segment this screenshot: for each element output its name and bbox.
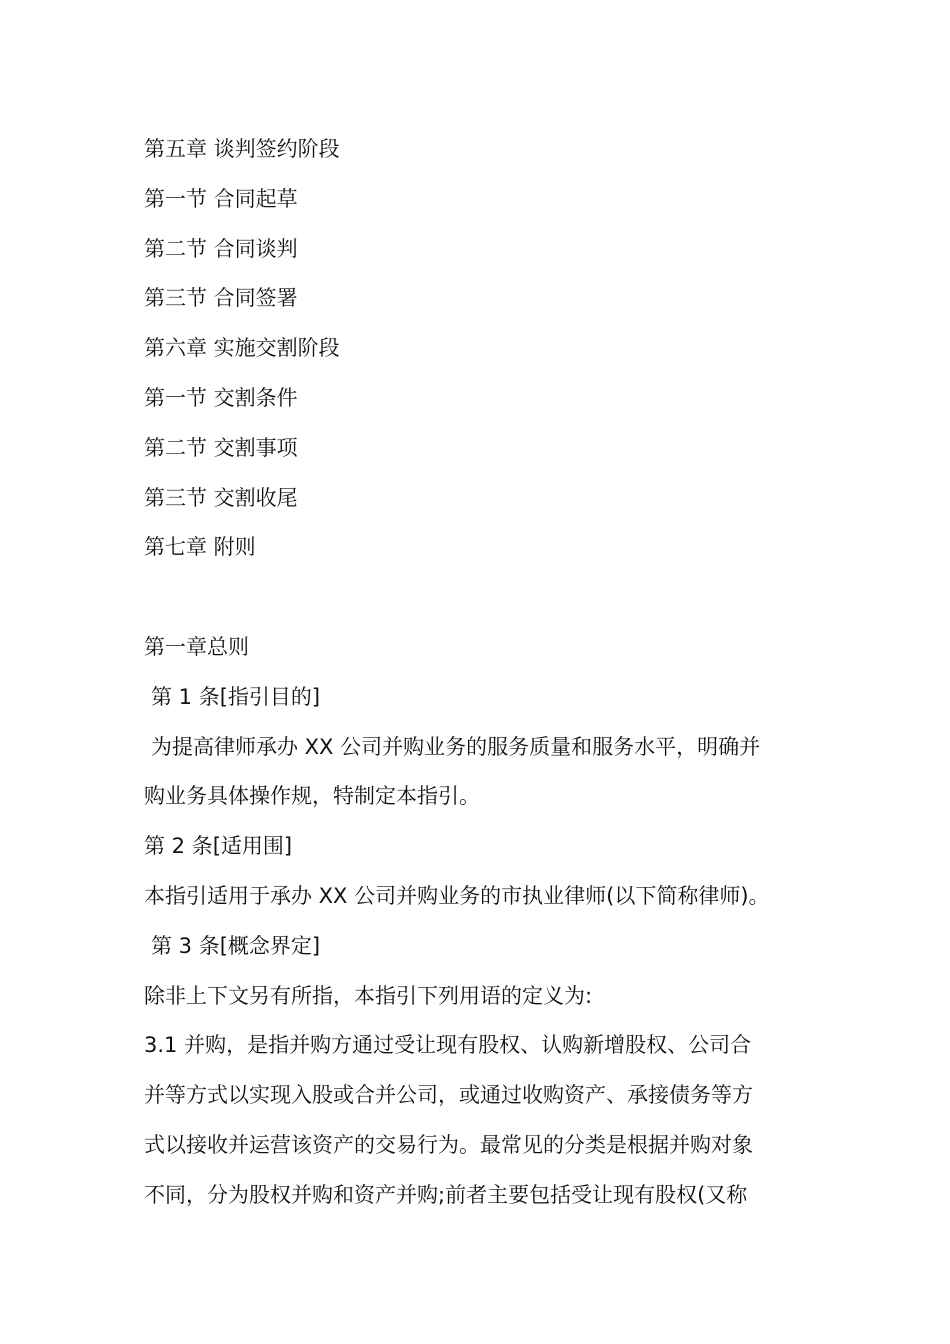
- article-1-title: 第 1 条[指引目的]: [151, 684, 321, 709]
- article-2-text: 本指引适用于承办 XX 公司并购业务的市执业律师(以下简称律师)。: [144, 883, 770, 908]
- chapter-title: 第一章总则: [144, 634, 249, 659]
- toc-chapter-5: 第五章 谈判签约阶段: [144, 137, 340, 161]
- toc-section-6-1: 第一节 交割条件: [144, 385, 298, 410]
- article-3-1-line-3: 式以接收并运营该资产的交易行为。最常见的分类是根据并购对象: [144, 1132, 753, 1157]
- article-3-1-line-1: 3.1 并购，是指并购方通过受让现有股权、认购新增股权、公司合: [144, 1033, 752, 1058]
- article-1-text-line-2: 购业务具体操作规，特制定本指引。: [144, 784, 480, 809]
- toc-section-5-1: 第一节 合同起草: [144, 186, 298, 211]
- toc-section-6-3: 第三节 交割收尾: [144, 485, 298, 510]
- document-page: [144, 125, 814, 1221]
- article-3-title: 第 3 条[概念界定]: [151, 933, 321, 958]
- article-1-text-line-1: 为提高律师承办 XX 公司并购业务的服务质量和服务水平，明确并: [151, 734, 761, 759]
- toc-section-5-2: 第二节 合同谈判: [144, 236, 298, 261]
- article-3-intro: 除非上下文另有所指，本指引下列用语的定义为:: [144, 983, 593, 1008]
- toc-section-6-2: 第二节 交割事项: [144, 435, 298, 460]
- toc-chapter-7: 第七章 附则: [144, 535, 256, 560]
- toc-chapter-6: 第六章 实施交割阶段: [144, 336, 340, 361]
- article-2-title: 第 2 条[适用围]: [144, 834, 293, 859]
- article-3-1-line-2: 并等方式以实现入股或合并公司，或通过收购资产、承接债务等方: [144, 1083, 753, 1108]
- article-3-1-line-4: 不同，分为股权并购和资产并购;前者主要包括受让现有股权(又称: [144, 1182, 748, 1207]
- spacer: [144, 573, 814, 623]
- document-body: [144, 623, 814, 1221]
- toc-list: [144, 125, 814, 573]
- toc-section-5-3: 第三节 合同签署: [144, 286, 298, 311]
